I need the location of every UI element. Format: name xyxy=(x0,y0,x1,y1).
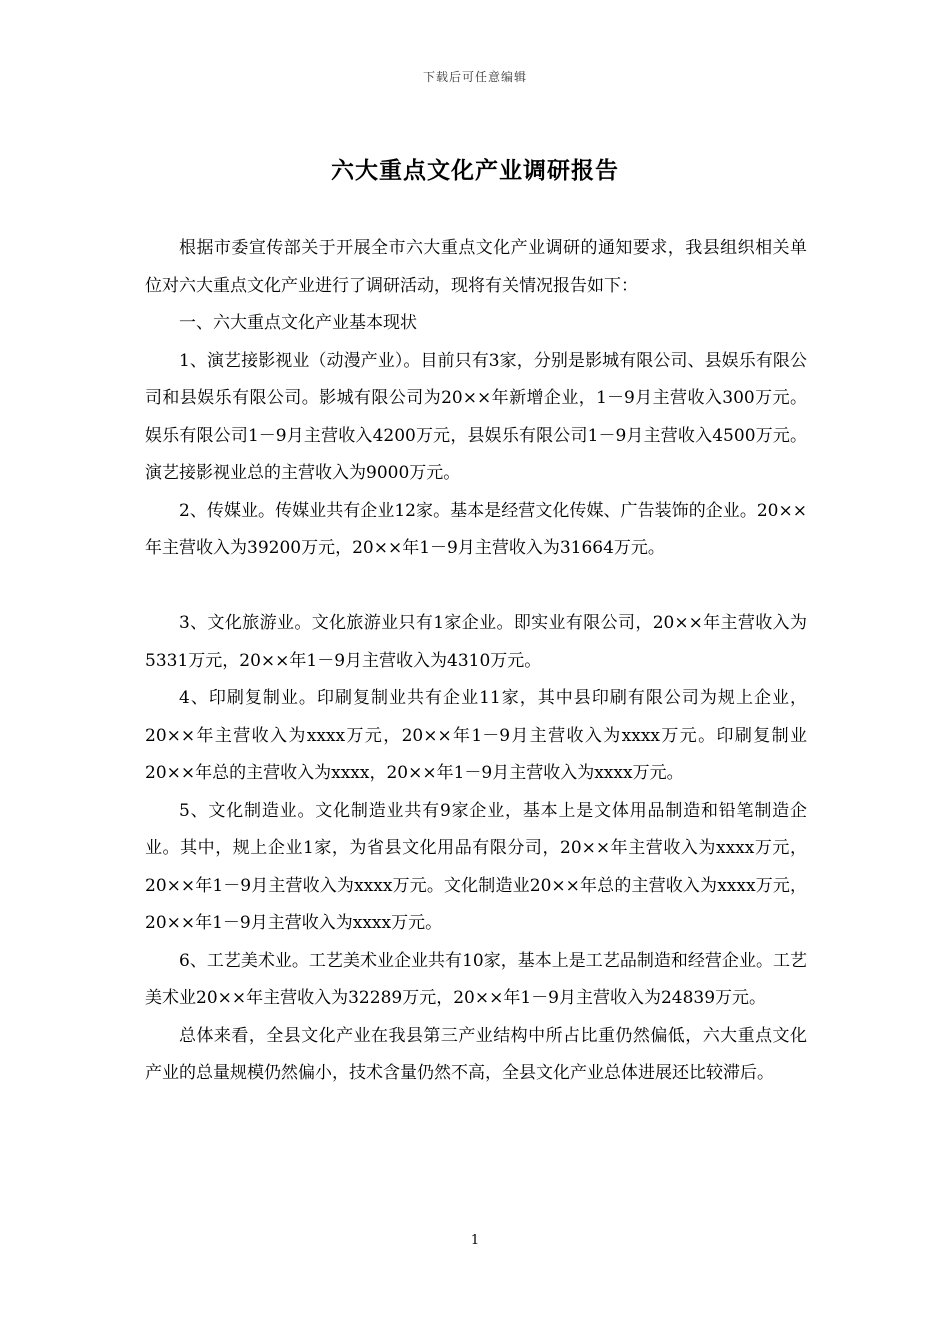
intro-paragraph: 根据市委宣传部关于开展全市六大重点文化产业调研的通知要求，我县组织相关单位对六大重点文化产业进行了调研活动，现将有关情况报告如下： xyxy=(145,238,807,296)
blank-line xyxy=(145,568,807,606)
document-title: 六大重点文化产业调研报告 xyxy=(331,157,619,184)
section-heading: 一、六大重点文化产业基本现状 xyxy=(179,313,417,333)
paragraph-cultural-tourism: 3、文化旅游业。文化旅游业只有1家企业。即实业有限公司，20××年主营收入为5331万元，20××年1－9月主营收入为4310万元。 xyxy=(145,613,807,671)
paragraph-printing: 4、印刷复制业。印刷复制业共有企业11家，其中县印刷有限公司为规上企业，20××年主营收入为xxxx万元，20××年1－9月主营收入为xxxx万元。印刷复制业20××年总的主营收入为xxxx，20××年1－9月主营收入为xxxx万元。 xyxy=(145,688,807,783)
page-number: 1 xyxy=(470,1233,480,1248)
summary-paragraph: 总体来看，全县文化产业在我县第三产业结构中所占比重仍然偏低，六大重点文化产业的总量规模仍然偏小，技术含量仍然不高，全县文化产业总体进展还比较滞后。 xyxy=(145,1025,807,1083)
document-body xyxy=(145,230,807,1093)
paragraph-performing-film: 1、演艺接影视业（动漫产业）。目前只有3家，分别是影城有限公司、县娱乐有限公司和县娱乐有限公司。影城有限公司为20××年新增企业，1－9月主营收入300万元。娱乐有限公司1－9月主营收入4200万元，县娱乐有限公司1－9月主营收入4500万元。演艺接影视业总的主营收入为9000万元。 xyxy=(145,350,807,483)
paragraph-manufacturing: 5、文化制造业。文化制造业共有9家企业，基本上是文体用品制造和铅笔制造企业。其中，规上企业1家，为省县文化用品有限分司，20××年主营收入为xxxx万元，20××年1－9月主营收入为xxxx万元。文化制造业20××年总的主营收入为xxxx万元，20××年1－9月主营收入为xxxx万元。 xyxy=(145,800,807,933)
paragraph-media: 2、传媒业。传媒业共有企业12家。基本是经营文化传媒、广告装饰的企业。20××年主营收入为39200万元，20××年1－9月主营收入为31664万元。 xyxy=(145,500,807,558)
page-header-note: 下载后可任意编辑 xyxy=(422,70,527,84)
paragraph-crafts: 6、工艺美术业。工艺美术业企业共有10家，基本上是工艺品制造和经营企业。工艺美术业20××年主营收入为32289万元，20××年1－9月主营收入为24839万元。 xyxy=(145,950,807,1008)
